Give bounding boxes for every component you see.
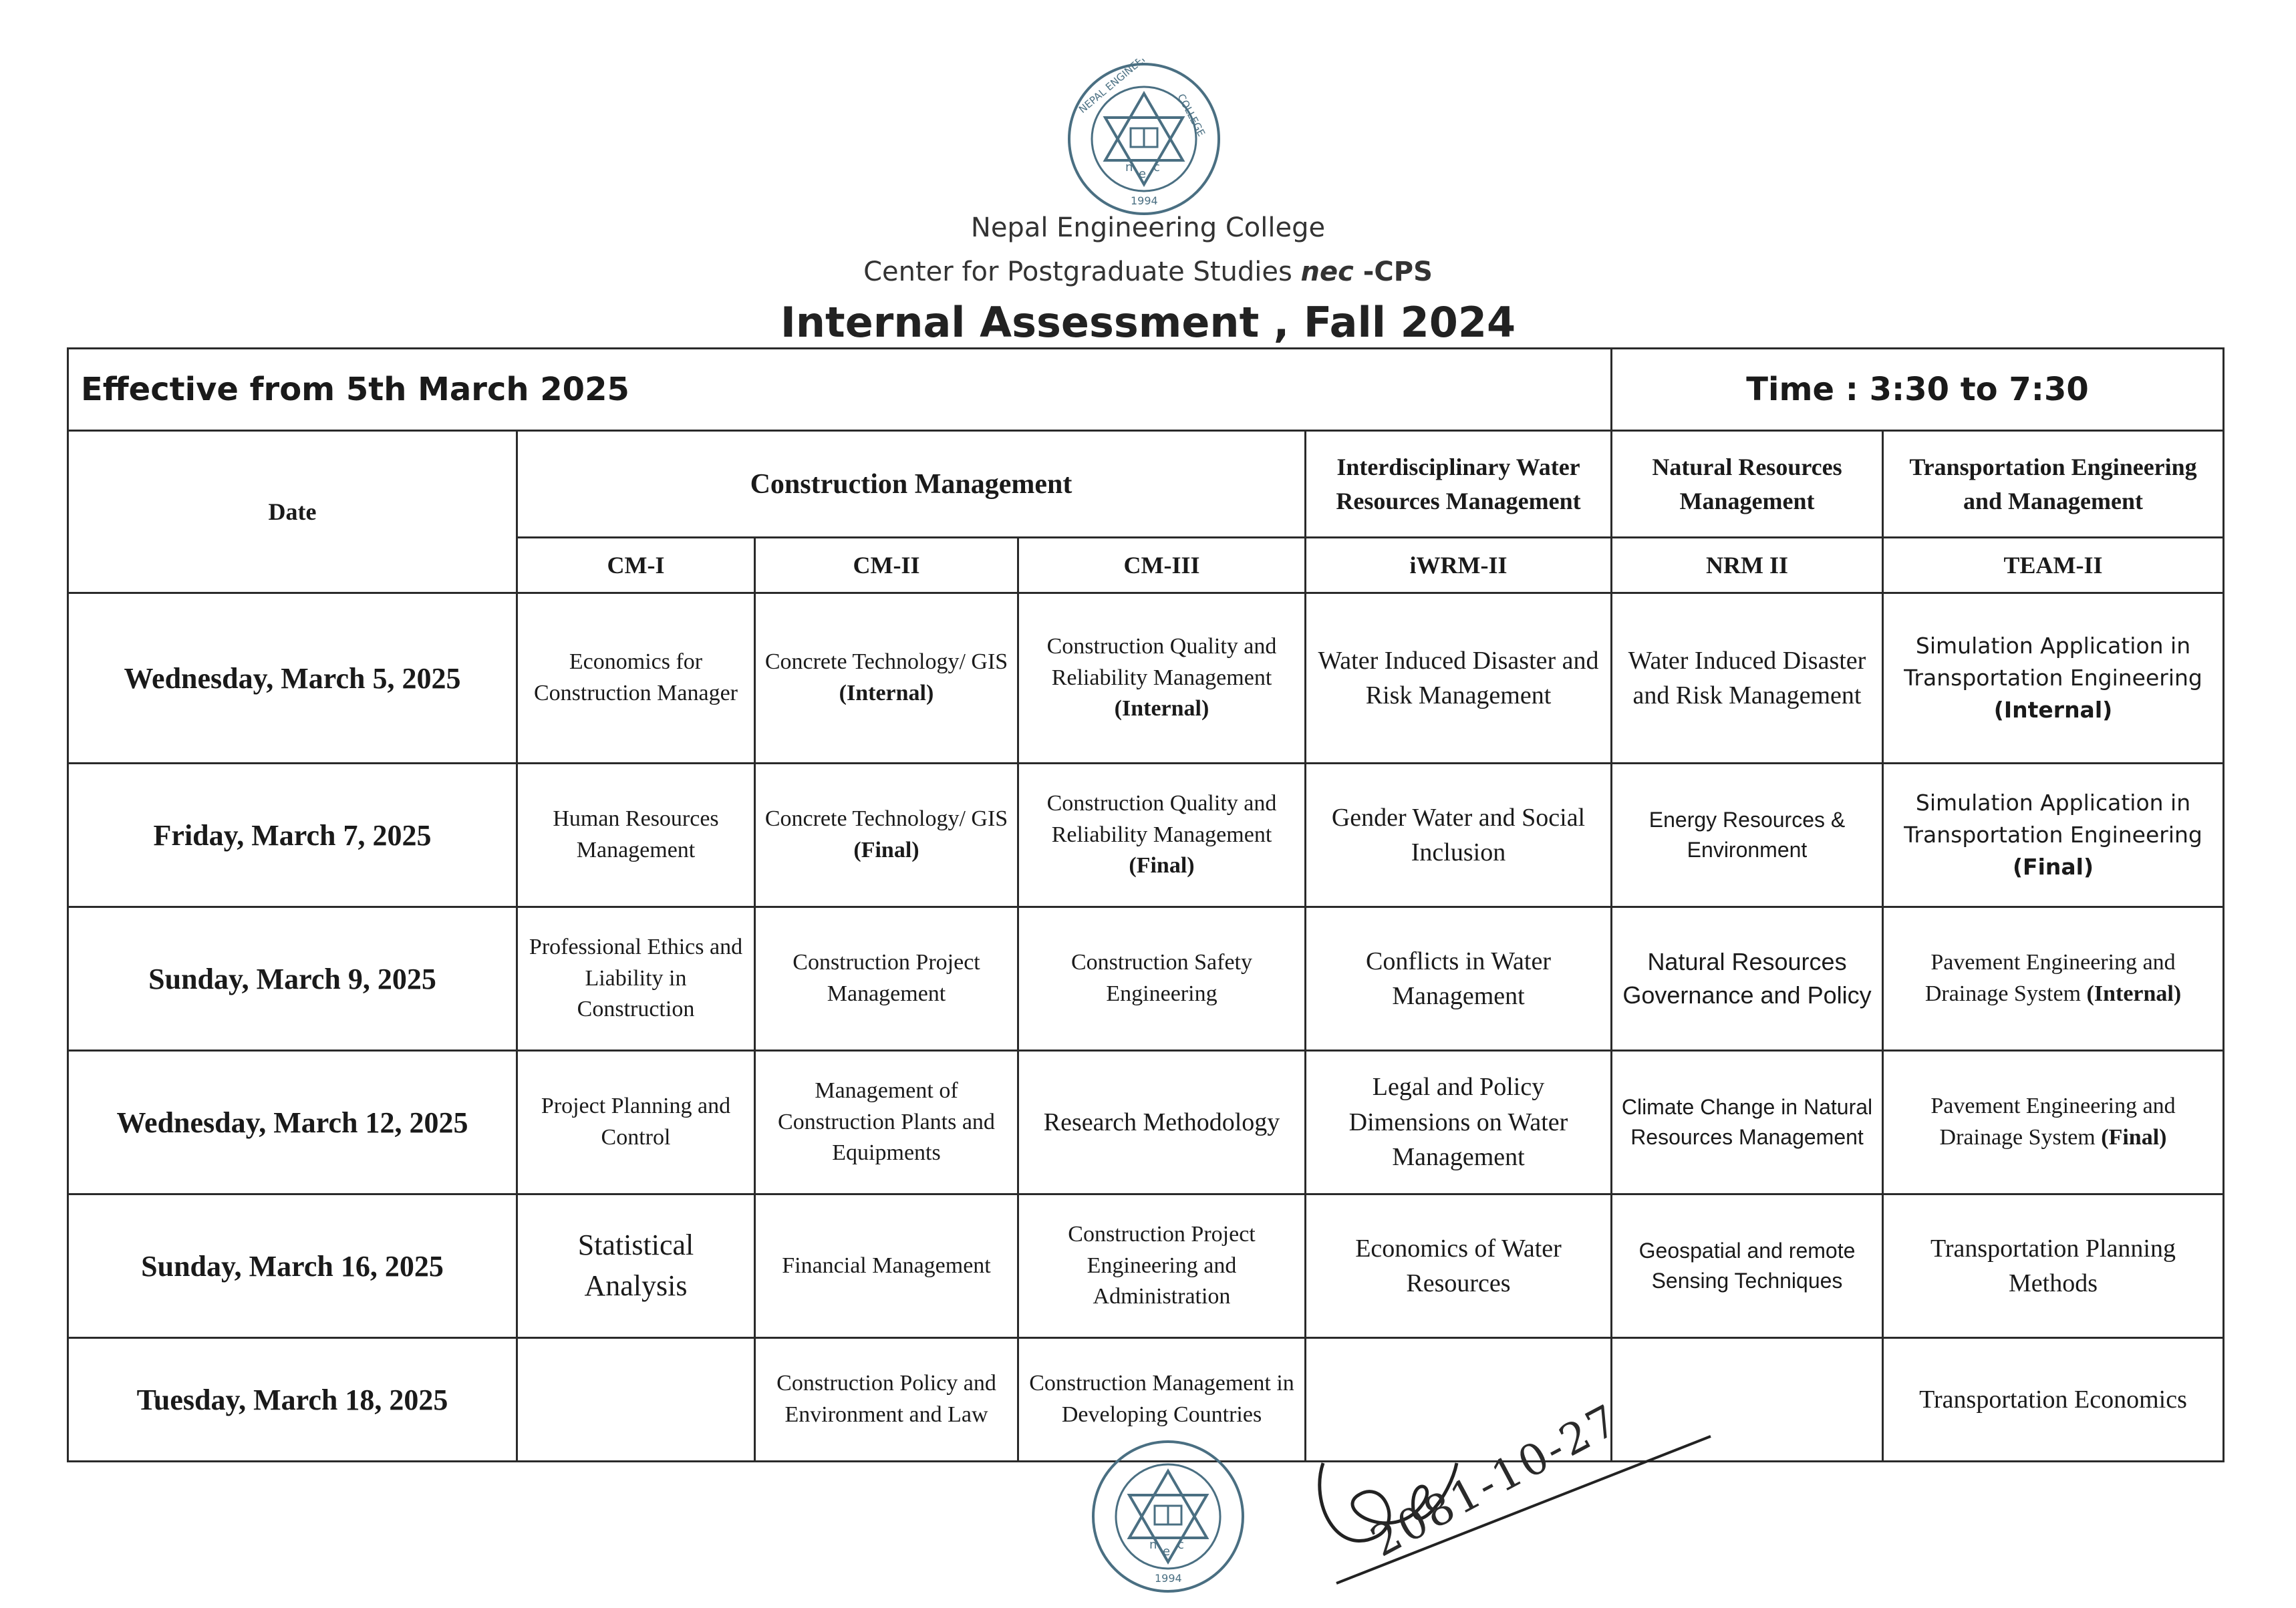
- row-date: Sunday, March 16, 2025: [68, 1194, 517, 1338]
- row-date: Friday, March 7, 2025: [68, 764, 517, 907]
- cell-nrm: Water Induced Disaster and Risk Management: [1612, 593, 1883, 764]
- cell-team: [1883, 593, 2224, 764]
- code-cm1: CM-I: [517, 538, 755, 593]
- table-row: [68, 1194, 2224, 1338]
- table-row: [68, 764, 2224, 907]
- exam-time: Time : 3:30 to 7:30: [1612, 349, 2224, 431]
- center-nec: nec: [1300, 257, 1354, 287]
- table-row: [68, 593, 2224, 764]
- cell-cm3: [1018, 593, 1306, 764]
- assessment-tag: (Internal): [1993, 696, 2113, 723]
- svg-text:1994: 1994: [1131, 194, 1158, 207]
- svg-text:e: e: [1163, 1545, 1171, 1559]
- code-cm2: CM-II: [755, 538, 1018, 593]
- assessment-tag: (Final): [2101, 1125, 2167, 1150]
- code-cm3: CM-III: [1018, 538, 1306, 593]
- effective-date: Effective from 5th March 2025: [68, 349, 1612, 431]
- cell-cm1: Economics for Construction Manager: [517, 593, 755, 764]
- svg-text:1994: 1994: [1155, 1572, 1182, 1585]
- row-date: Wednesday, March 12, 2025: [68, 1051, 517, 1194]
- assessment-tag: (Internal): [839, 681, 934, 705]
- cell-cm2: Management of Construction Plants and Equipments: [755, 1051, 1018, 1194]
- cell-cm2: [755, 764, 1018, 907]
- college-name: Nepal Engineering College: [970, 212, 1326, 243]
- assessment-tag: (Internal): [1114, 696, 1209, 721]
- cell-cm2: [755, 593, 1018, 764]
- cell-iwrm: Conflicts in Water Management: [1306, 907, 1612, 1051]
- college-seal-bottom: [1088, 1436, 1248, 1597]
- cell-cm3: Construction Management in Developing Countries: [1018, 1338, 1306, 1462]
- svg-text:n: n: [1149, 1538, 1157, 1552]
- assessment-tag: (Internal): [2086, 981, 2182, 1006]
- row-date: Wednesday, March 5, 2025: [68, 593, 517, 764]
- cell-team: [1883, 1051, 2224, 1194]
- college-seal-icon: [1088, 1436, 1248, 1597]
- cell-team: Transportation Economics: [1883, 1338, 2224, 1462]
- assessment-tag: (Final): [1129, 853, 1195, 878]
- program-header-row: [68, 431, 2224, 538]
- effective-row: [68, 349, 2224, 431]
- subject-text: Concrete Technology/ GIS: [764, 806, 1008, 832]
- date-header: Date: [68, 431, 517, 593]
- cell-team: [1883, 764, 2224, 907]
- cell-nrm: Energy Resources & Environment: [1612, 764, 1883, 907]
- cell-iwrm: Economics of Water Resources: [1306, 1194, 1612, 1338]
- cell-team: Transportation Planning Methods: [1883, 1194, 2224, 1338]
- cell-cm2: Construction Policy and Environment and Law: [755, 1338, 1018, 1462]
- signature-date: 2081-10-27: [1363, 1394, 1628, 1567]
- schedule-table: [67, 347, 2225, 1462]
- page-title: Internal Assessment , Fall 2024: [780, 298, 1516, 347]
- svg-text:e: e: [1139, 167, 1147, 181]
- subject-text: Construction Quality and Reliability Management: [1046, 633, 1277, 690]
- code-team: TEAM-II: [1883, 538, 2224, 593]
- program-cm: Construction Management: [517, 431, 1306, 538]
- center-name: [0, 257, 2296, 287]
- subject-text: Construction Quality and Reliability Management: [1046, 790, 1277, 847]
- cell-cm3: [1018, 764, 1306, 907]
- cell-iwrm: Gender Water and Social Inclusion: [1306, 764, 1612, 907]
- program-nrm: Natural Resources Management: [1612, 431, 1883, 538]
- center-cps: -CPS: [1353, 257, 1433, 287]
- svg-text:n: n: [1125, 160, 1133, 174]
- svg-text:c: c: [1177, 1538, 1184, 1552]
- svg-text:NEPAL ENGINEERING: NEPAL ENGINEERING: [1077, 59, 1165, 116]
- college-seal-icon: [1064, 59, 1224, 219]
- cell-cm1: Human Resources Management: [517, 764, 755, 907]
- code-nrm: NRM II: [1612, 538, 1883, 593]
- cell-cm2: Construction Project Management: [755, 907, 1018, 1051]
- row-date: Sunday, March 9, 2025: [68, 907, 517, 1051]
- assessment-tag: (Final): [2012, 853, 2094, 880]
- program-team: Transportation Engineering and Management: [1883, 431, 2224, 538]
- table-row: [68, 907, 2224, 1051]
- svg-text:COLLEGE: COLLEGE: [1175, 92, 1208, 139]
- cell-iwrm: Water Induced Disaster and Risk Management: [1306, 593, 1612, 764]
- row-date: Tuesday, March 18, 2025: [68, 1338, 517, 1462]
- cell-team: [1883, 907, 2224, 1051]
- cell-nrm: Natural Resources Governance and Policy: [1612, 907, 1883, 1051]
- cell-cm1: [517, 1338, 755, 1462]
- subject-text: Simulation Application in Transportation Engineering: [1904, 633, 2202, 691]
- assessment-tag: (Final): [853, 838, 919, 862]
- center-prefix: Center for Postgraduate Studies: [863, 257, 1301, 287]
- cell-cm3: Construction Project Engineering and Administration: [1018, 1194, 1306, 1338]
- cell-nrm: Climate Change in Natural Resources Management: [1612, 1051, 1883, 1194]
- program-iwrm: Interdisciplinary Water Resources Management: [1306, 431, 1612, 538]
- cell-cm1: Professional Ethics and Liability in Construction: [517, 907, 755, 1051]
- cell-cm3: Research Methodology: [1018, 1051, 1306, 1194]
- subject-text: Pavement Engineering and Drainage System: [1924, 950, 2176, 1006]
- subject-text: Concrete Technology/ GIS: [764, 649, 1008, 675]
- cell-cm1: Project Planning and Control: [517, 1051, 755, 1194]
- college-seal-top: [1064, 59, 1224, 219]
- cell-cm1: Statistical Analysis: [517, 1194, 755, 1338]
- subject-text: Pavement Engineering and Drainage System: [1930, 1094, 2176, 1150]
- svg-text:c: c: [1153, 160, 1160, 174]
- cell-cm3: Construction Safety Engineering: [1018, 907, 1306, 1051]
- cell-iwrm: Legal and Policy Dimensions on Water Management: [1306, 1051, 1612, 1194]
- subject-text: Simulation Application in Transportation Engineering: [1904, 790, 2202, 848]
- code-iwrm: iWRM-II: [1306, 538, 1612, 593]
- cell-cm2: Financial Management: [755, 1194, 1018, 1338]
- cell-nrm: Geospatial and remote Sensing Techniques: [1612, 1194, 1883, 1338]
- table-row: [68, 1051, 2224, 1194]
